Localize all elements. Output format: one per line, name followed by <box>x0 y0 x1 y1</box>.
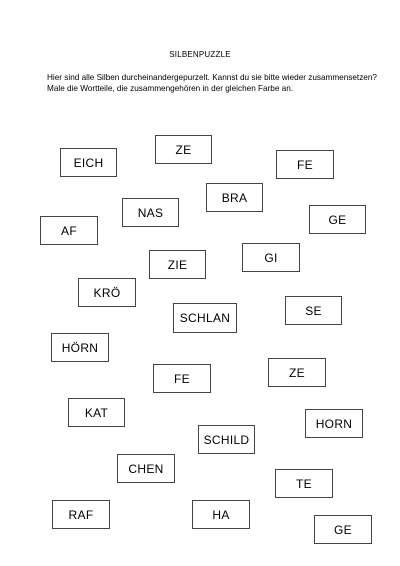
page-title: SILBENPUZZLE <box>169 50 231 59</box>
syllable-box[interactable]: AF <box>40 216 98 245</box>
instructions <box>47 73 377 94</box>
syllable-box[interactable]: NAS <box>122 198 179 227</box>
syllable-box[interactable]: TE <box>275 469 333 498</box>
syllable-box[interactable]: FE <box>153 364 211 393</box>
instruction-line-2: Male die Wortteile, die zusammengehören in der gleichen Farbe an. <box>47 83 294 93</box>
syllable-box[interactable]: BRA <box>206 183 263 212</box>
syllable-box[interactable]: GI <box>242 243 300 272</box>
syllable-box[interactable]: KRÖ <box>78 278 136 307</box>
syllable-box[interactable]: SCHLAN <box>173 303 237 333</box>
syllable-box[interactable]: RAF <box>52 500 110 529</box>
syllable-box[interactable]: ZIE <box>149 250 206 279</box>
syllable-box[interactable]: HORN <box>305 409 363 438</box>
syllable-box[interactable]: SE <box>285 296 342 325</box>
syllable-box[interactable]: HÖRN <box>51 333 109 362</box>
syllable-box[interactable]: ZE <box>268 358 326 387</box>
syllable-box[interactable]: KAT <box>68 398 125 427</box>
syllable-box[interactable]: HA <box>192 500 250 529</box>
syllable-box[interactable]: GE <box>309 205 366 234</box>
syllable-box[interactable]: FE <box>276 150 334 179</box>
syllable-box[interactable]: ZE <box>155 135 212 164</box>
syllable-box[interactable]: EICH <box>60 148 117 177</box>
syllable-box[interactable]: GE <box>314 515 372 544</box>
syllable-box[interactable]: CHEN <box>117 454 175 483</box>
instruction-line-1: Hier sind alle Silben durcheinandergepurzelt. Kannst du sie bitte wieder zusammensetzen? <box>47 73 377 82</box>
syllable-box[interactable]: SCHILD <box>198 425 255 454</box>
